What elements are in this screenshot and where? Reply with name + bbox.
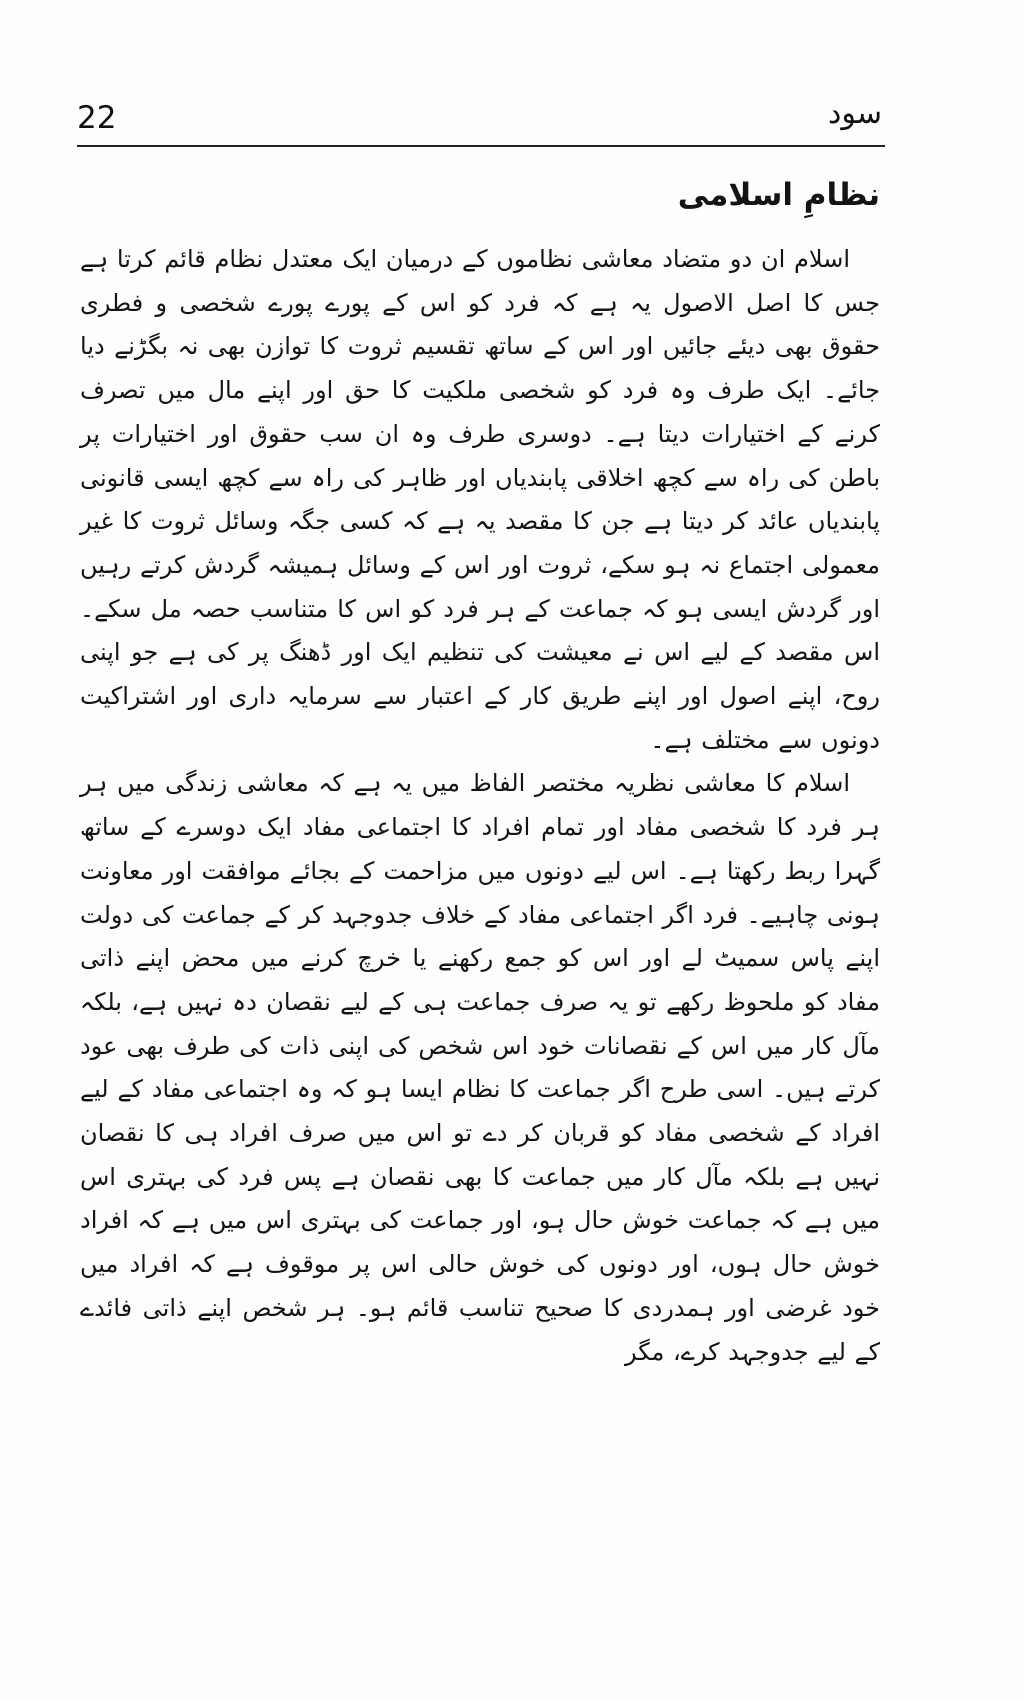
- page-body: [80, 170, 880, 1374]
- page-header: [77, 96, 882, 146]
- running-title: سود: [828, 96, 882, 131]
- section-heading: نظامِ اسلامی: [677, 177, 880, 213]
- page-number: 22: [77, 100, 117, 136]
- paragraph-1: اسلام ان دو متضاد معاشی نظاموں کے درمیان ایک معتدل نظام قائم کرتا ہے جس کا اصل الاصول یہ ہے کہ فرد کو اس کے پورے پورے شخصی و فطری حقوق بھی دیئے جائیں اور اس کے ساتھ تقسیم ثروت کا توازن بھی نہ بگڑنے دیا جائے۔ ایک طرف وہ فرد کو شخصی ملکیت کا حق اور اپنے مال میں تصرف کرنے کے اختیارات دیتا ہے۔ دوسری طرف وہ ان سب حقوق اور اختیارات پر باطن کی راہ سے کچھ اخلاقی پابندیاں اور ظاہر کی راہ سے کچھ ایسی قانونی پابندیاں عائد کر دیتا ہے جن کا مقصد یہ ہے کہ کسی جگہ وسائل ثروت کا غیر معمولی اجتماع نہ ہو سکے، ثروت اور اس کے وسائل ہمیشہ گردش کرتے رہیں اور گردش ایسی ہو کہ جماعت کے ہر فرد کو اس کا متناسب حصہ مل سکے۔ اس مقصد کے لیے اس نے معیشت کی تنظیم ایک اور ڈھنگ پر کی ہے جو اپنی روح، اپنے اصول اور اپنے طریق کار کے اعتبار سے سرمایہ داری اور اشتراکیت دونوں سے مختلف ہے۔: [80, 245, 880, 754]
- paragraph-2: اسلام کا معاشی نظریہ مختصر الفاظ میں یہ ہے کہ معاشی زندگی میں ہر ہر فرد کا شخصی مفاد اور تمام افراد کا اجتماعی مفاد ایک دوسرے کے ساتھ گہرا ربط رکھتا ہے۔ اس لیے دونوں میں مزاحمت کے بجائے موافقت اور معاونت ہونی چاہیے۔ فرد اگر اجتماعی مفاد کے خلاف جدوجہد کر کے جماعت کی دولت اپنے پاس سمیٹ لے اور اس کو جمع رکھنے یا خرچ کرنے میں محض اپنے ذاتی مفاد کو ملحوظ رکھے تو یہ صرف جماعت ہی کے لیے نقصان دہ نہیں ہے، بلکہ مآل کار میں اس کے نقصانات خود اس شخص کی اپنی ذات کی طرف بھی عود کرتے ہیں۔ اسی طرح اگر جماعت کا نظام ایسا ہو کہ وہ اجتماعی مفاد کے لیے افراد کے شخصی مفاد کو قربان کر دے تو اس میں صرف افراد ہی کا نقصان نہیں ہے بلکہ مآل کار میں جماعت کا بھی نقصان ہے پس فرد کی بہتری اس میں ہے کہ جماعت خوش حال ہو، اور جماعت کی بہتری اس میں ہے کہ افراد خوش حال ہوں، اور دونوں کی خوش حالی اس پر موقوف ہے کہ افراد میں خود غرضی اور ہمدردی کا صحیح تناسب قائم ہو۔ ہر شخص اپنے ذاتی فائدے کے لیے جدوجہد کرے، مگر: [80, 769, 880, 1366]
- header-divider: [77, 145, 885, 147]
